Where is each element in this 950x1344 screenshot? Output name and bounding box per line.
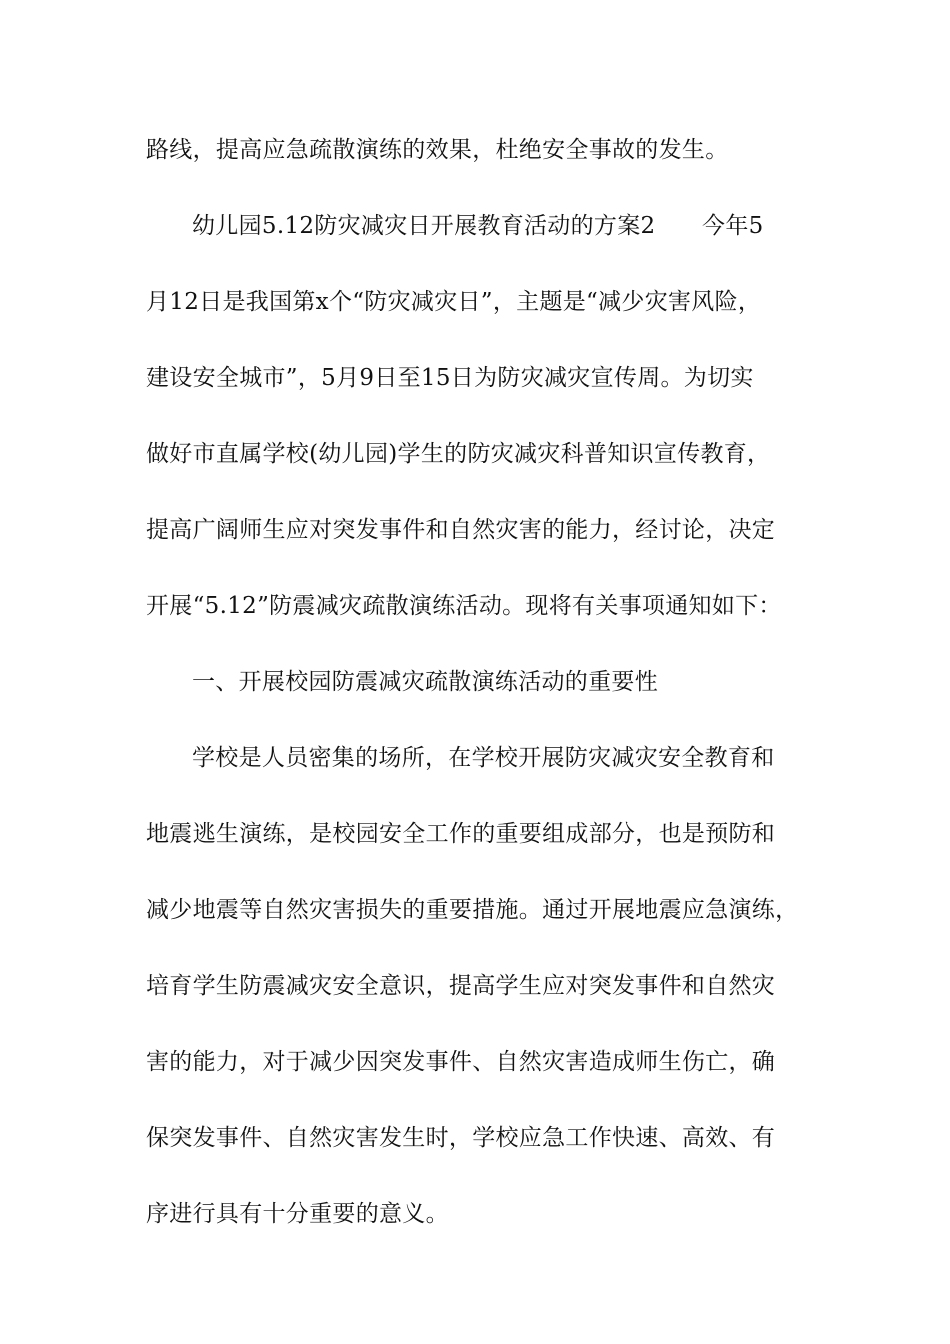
text-line: 提高广阔师生应对突发事件和自然灾害的能力，经讨论，决定: [146, 517, 776, 543]
text-line: 学校是人员密集的场所，在学校开展防灾减灾安全教育和: [192, 745, 775, 771]
text-line: 减少地震等自然灾害损失的重要措施。通过开展地震应急演练，: [146, 897, 799, 923]
text-line: 地震逃生演练，是校园安全工作的重要组成部分，也是预防和: [146, 821, 776, 847]
text-line: 开展“5.12”防震减灾疏散演练活动。现将有关事项通知如下：: [146, 593, 782, 619]
text-line: 路线，提高应急疏散演练的效果，杜绝安全事故的发生。: [146, 137, 729, 163]
section-heading: 一、开展校园防震减灾疏散演练活动的重要性: [192, 669, 658, 695]
text-line: 害的能力，对于减少因突发事件、自然灾害造成师生伤亡，确: [146, 1049, 776, 1075]
text-line: 保突发事件、自然灾害发生时，学校应急工作快速、高效、有: [146, 1125, 776, 1151]
text-line: 建设安全城市”，5月9日至15日为防灾减灾宣传周。为切实: [146, 365, 754, 391]
text-line: 幼儿园5.12防灾减灾日开展教育活动的方案2 今年5: [192, 213, 764, 239]
text-line: 培育学生防震减灾安全意识，提高学生应对突发事件和自然灾: [146, 973, 776, 999]
text-line: 做好市直属学校(幼儿园)学生的防灾减灾科普知识宣传教育，: [146, 441, 771, 467]
text-line: 序进行具有十分重要的意义。: [146, 1201, 449, 1227]
text-line: 月12日是我国第x个“防灾减灾日”，主题是“减少灾害风险，: [146, 289, 762, 315]
